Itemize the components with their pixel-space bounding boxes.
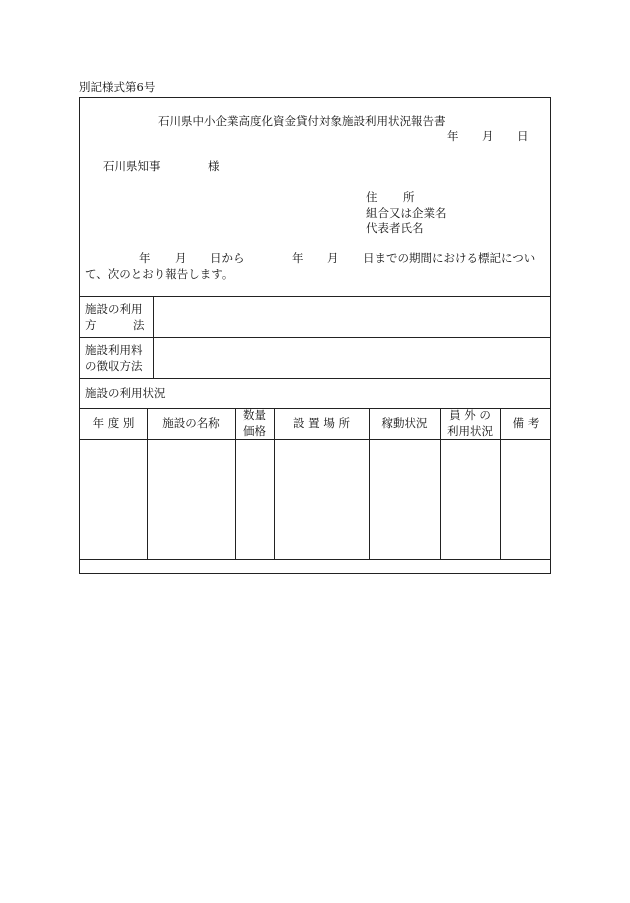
date-year-label: 年 bbox=[447, 129, 459, 143]
header-price: 価格 bbox=[243, 424, 266, 438]
column-divider bbox=[274, 408, 275, 559]
form-number: 別記様式第6号 bbox=[79, 80, 156, 94]
representative-label: 代表者氏名 bbox=[366, 221, 424, 235]
organization-label: 組合又は企業名 bbox=[366, 206, 447, 220]
usage-method-label: 施設の利用 bbox=[85, 302, 143, 316]
addressee-honorific: 様 bbox=[208, 159, 220, 173]
header-non-member-usage: 利用状況 bbox=[447, 424, 493, 438]
fee-collection-label-2: の徴収方法 bbox=[85, 359, 143, 373]
statement-month-2: 月 bbox=[327, 251, 339, 265]
fee-collection-label: 施設利用料 bbox=[85, 343, 143, 357]
statement-text-line1: 日までの期間における標記につい bbox=[363, 251, 536, 265]
address-label-1: 住 bbox=[366, 190, 378, 204]
label-column-divider bbox=[153, 296, 154, 378]
column-divider bbox=[369, 408, 370, 559]
address-label-2: 所 bbox=[403, 190, 415, 204]
header-remarks: 備 考 bbox=[512, 416, 540, 430]
usage-method-label-2a: 方 bbox=[85, 318, 97, 332]
addressee-name: 石川県知事 bbox=[103, 159, 161, 173]
statement-day-from: 日から bbox=[210, 251, 245, 265]
divider-line bbox=[80, 439, 550, 440]
column-divider bbox=[147, 408, 148, 559]
statement-month-1: 月 bbox=[175, 251, 187, 265]
divider-line bbox=[80, 559, 550, 560]
statement-year-1: 年 bbox=[139, 251, 151, 265]
header-non-member: 員 外 の bbox=[449, 408, 491, 422]
header-location: 設 置 場 所 bbox=[293, 416, 350, 430]
divider-line bbox=[80, 337, 550, 338]
column-divider bbox=[500, 408, 501, 559]
divider-line bbox=[80, 378, 550, 379]
header-quantity: 数量 bbox=[243, 408, 266, 422]
header-facility-name: 施設の名称 bbox=[162, 416, 220, 430]
divider-line bbox=[80, 296, 550, 297]
form-title: 石川県中小企業高度化資金貸付対象施設利用状況報告書 bbox=[158, 114, 446, 128]
header-operation-status: 稼動状況 bbox=[381, 416, 428, 430]
statement-text-line2: て、次のとおり報告します。 bbox=[85, 267, 234, 281]
date-day-label: 日 bbox=[517, 129, 529, 143]
usage-status-heading: 施設の利用状況 bbox=[85, 386, 166, 400]
usage-method-label-2b: 法 bbox=[133, 318, 145, 332]
report-form bbox=[79, 97, 551, 574]
header-fiscal-year: 年 度 別 bbox=[92, 416, 135, 430]
statement-year-2: 年 bbox=[292, 251, 304, 265]
date-month-label: 月 bbox=[482, 129, 494, 143]
